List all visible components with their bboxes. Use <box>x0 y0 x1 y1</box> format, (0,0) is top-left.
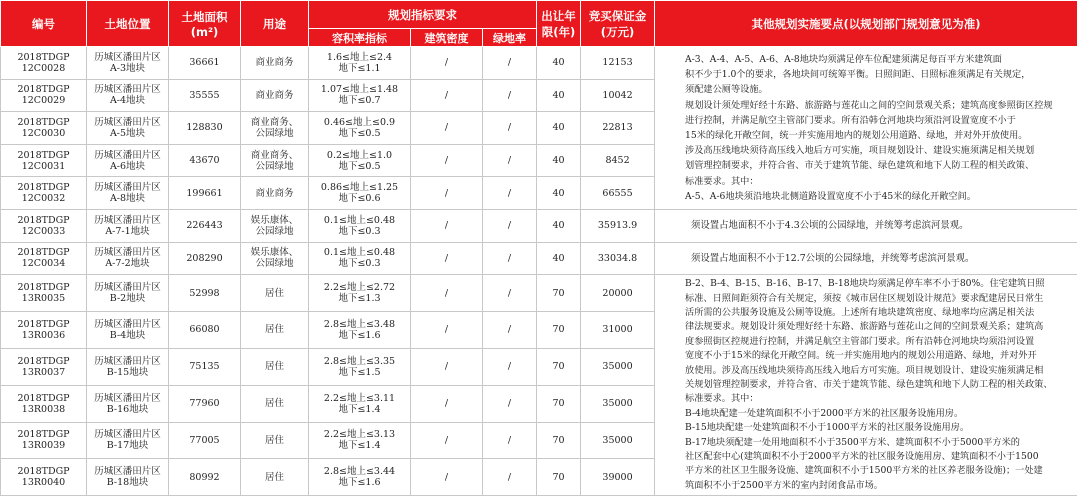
cell-far: 2.2≤地上≤3.11 地下≤1.4 <box>309 385 411 422</box>
header-location: 土地位置 <box>87 1 169 47</box>
cell-deposit: 31000 <box>581 312 655 349</box>
cell-green: / <box>483 459 537 496</box>
cell-deposit: 39000 <box>581 459 655 496</box>
cell-far: 0.2≤地上≤1.0 地下≤0.5 <box>309 144 411 177</box>
cell-deposit: 33034.8 <box>581 242 655 275</box>
cell-deposit: 10042 <box>581 79 655 112</box>
cell-code: 2018TDGP 12C0031 <box>1 144 87 177</box>
header-plan: 规划指标要求 <box>309 1 537 29</box>
cell-density: / <box>411 144 483 177</box>
cell-density: / <box>411 275 483 312</box>
cell-area: 208290 <box>169 242 241 275</box>
cell-area: 43670 <box>169 144 241 177</box>
cell-green: / <box>483 348 537 385</box>
cell-use: 商业商务、 公园绿地 <box>241 144 309 177</box>
cell-density: / <box>411 312 483 349</box>
cell-area: 75135 <box>169 348 241 385</box>
cell-term: 40 <box>537 144 581 177</box>
cell-location: 历城区潘田片区 B-16地块 <box>87 385 169 422</box>
cell-area: 80992 <box>169 459 241 496</box>
cell-area: 226443 <box>169 209 241 242</box>
cell-density: / <box>411 242 483 275</box>
header-use: 用途 <box>241 1 309 47</box>
cell-area: 35555 <box>169 79 241 112</box>
cell-location: 历城区潘田片区 B-18地块 <box>87 459 169 496</box>
cell-code: 2018TDGP 12C0028 <box>1 47 87 80</box>
cell-use: 商业商务 <box>241 47 309 80</box>
cell-term: 70 <box>537 385 581 422</box>
cell-far: 0.1≤地上≤0.48 地下≤0.3 <box>309 242 411 275</box>
cell-area: 52998 <box>169 275 241 312</box>
cell-use: 娱乐康体、 公园绿地 <box>241 209 309 242</box>
table-row <box>1 242 1077 275</box>
cell-code: 2018TDGP 13R0040 <box>1 459 87 496</box>
cell-location: 历城区潘田片区 A-7-1地块 <box>87 209 169 242</box>
cell-code: 2018TDGP 12C0030 <box>1 112 87 145</box>
cell-deposit: 35000 <box>581 385 655 422</box>
cell-green: / <box>483 385 537 422</box>
notes-a7-1: 须设置占地面积不小于4.3公顷的公园绿地，并统筹考虑滨河景观。 <box>655 209 1077 242</box>
cell-far: 1.07≤地上≤1.48 地下≤0.7 <box>309 79 411 112</box>
cell-code: 2018TDGP 13R0038 <box>1 385 87 422</box>
cell-far: 2.2≤地上≤2.72 地下≤1.3 <box>309 275 411 312</box>
cell-use: 居住 <box>241 422 309 459</box>
cell-location: 历城区潘田片区 B-17地块 <box>87 422 169 459</box>
cell-location: 历城区潘田片区 A-6地块 <box>87 144 169 177</box>
cell-far: 2.2≤地上≤3.13 地下≤1.4 <box>309 422 411 459</box>
cell-green: / <box>483 144 537 177</box>
cell-term: 40 <box>537 209 581 242</box>
cell-density: / <box>411 209 483 242</box>
cell-use: 商业商务 <box>241 177 309 210</box>
cell-green: / <box>483 209 537 242</box>
cell-green: / <box>483 47 537 80</box>
header-code: 编号 <box>1 1 87 47</box>
cell-use: 商业商务、 公园绿地 <box>241 112 309 145</box>
cell-term: 70 <box>537 459 581 496</box>
cell-density: / <box>411 112 483 145</box>
cell-code: 2018TDGP 12C0032 <box>1 177 87 210</box>
cell-code: 2018TDGP 12C0029 <box>1 79 87 112</box>
cell-location: 历城区潘田片区 A-7-2地块 <box>87 242 169 275</box>
cell-far: 0.86≤地上≤1.25 地下≤0.6 <box>309 177 411 210</box>
cell-area: 77960 <box>169 385 241 422</box>
cell-location: 历城区潘田片区 A-5地块 <box>87 112 169 145</box>
cell-green: / <box>483 422 537 459</box>
cell-deposit: 22813 <box>581 112 655 145</box>
cell-use: 商业商务 <box>241 79 309 112</box>
cell-density: / <box>411 47 483 80</box>
cell-use: 娱乐康体、 公园绿地 <box>241 242 309 275</box>
cell-term: 40 <box>537 79 581 112</box>
cell-code: 2018TDGP 12C0034 <box>1 242 87 275</box>
header-notes: 其他规划实施要点(以规划部门规划意见为准) <box>655 1 1077 47</box>
table-row <box>1 209 1077 242</box>
cell-green: / <box>483 242 537 275</box>
header-area: 土地面积 (m²) <box>169 1 241 47</box>
cell-code: 2018TDGP 12C0033 <box>1 209 87 242</box>
cell-code: 2018TDGP 13R0037 <box>1 348 87 385</box>
cell-deposit: 66555 <box>581 177 655 210</box>
cell-green: / <box>483 79 537 112</box>
cell-code: 2018TDGP 13R0036 <box>1 312 87 349</box>
cell-term: 40 <box>537 242 581 275</box>
cell-green: / <box>483 177 537 210</box>
cell-location: 历城区潘田片区 B-2地块 <box>87 275 169 312</box>
cell-deposit: 35000 <box>581 348 655 385</box>
cell-density: / <box>411 177 483 210</box>
table-row <box>1 47 1077 80</box>
cell-location: 历城区潘田片区 A-4地块 <box>87 79 169 112</box>
cell-area: 128830 <box>169 112 241 145</box>
cell-green: / <box>483 312 537 349</box>
cell-deposit: 8452 <box>581 144 655 177</box>
cell-area: 66080 <box>169 312 241 349</box>
cell-deposit: 12153 <box>581 47 655 80</box>
cell-far: 0.1≤地上≤0.48 地下≤0.3 <box>309 209 411 242</box>
notes-group-b: B-2、B-4、B-15、B-16、B-17、B-18地块均须满足停车率不小于80%。住宅建筑日照 标准、日照间距须符合有关规定，须按《城市居住区规划设计规范》要求配建居民日常生 活所需的公共服务设施及公厕等设施。上述所有地块建筑密度、绿地率均应满足相关法 律法规要求。规划设计须处理好经十东路、旅游路与莲花山之间的空间景观关系；建筑高 度参照街区控规进行控制，并满足航空主管部门要求。所有沿韩仓河地块均须沿河设置 宽度不小于15米的绿化开敞空间。统一并实施用地内的规划公用道路、绿地，并对外开 放使用。涉及高压线地块须待高压线入地后方可实施。项目规划设计、建设实施须满足相 关规划管理控制要求，并符合省、市关于建筑节能、绿色建筑和地下人防工程的相关政策、 标准要求。其中： B-4地块配建一处建筑面积不小于2000平方米的社区服务设施用房。 B-15地块配建一处建筑面积不小于1000平方米的社区服务设施用房。 B-17地块须配建一处用地面积不小于3500平方米、建筑面积不小于5000平方米的 社区配套中心(建筑面积不小于2000平方米的社区服务设施用房、建筑面积不小于1500 平方米的社区卫生服务设施、建筑面积不小于1500平方米的社区养老服务设施)；一处建 筑面积不小于2500平方米的室内封闭食品市场。 <box>655 275 1077 496</box>
notes-group-a: A-3、A-4、A-5、A-6、A-8地块均须满足停车位配建须满足每百平方米建筑面 积不少于1.0个的要求，各地块间可统筹平衡。日照间距、日照标准须满足有关规定， 须配建公厕等设施。 规划设计须处理好经十东路、旅游路与莲花山之间的空间景观关系；建筑高度参照街区控规 进行控制，并满足航空主管部门要求。所有沿韩仓河地块均须沿河设置宽度不小于 15米的绿化开敞空间，统一并实施用地内的规划公用道路、绿地，并对外开放使用。 涉及高压线地块须待高压线入地后方可实施，项目规划设计、建设实施须满足相关规划 划管理控制要求，并符合省、市关于建筑节能、绿色建筑和地下人防工程的相关政策、 标准要求。其中： A-5、A-6地块须沿地块北侧道路设置宽度不小于45米的绿化开敞空间。 <box>655 47 1077 210</box>
cell-far: 0.46≤地上≤0.9 地下≤0.5 <box>309 112 411 145</box>
cell-far: 2.8≤地上≤3.35 地下≤1.5 <box>309 348 411 385</box>
cell-use: 居住 <box>241 459 309 496</box>
header-density: 建筑密度 <box>411 29 483 47</box>
header-green: 绿地率 <box>483 29 537 47</box>
cell-location: 历城区潘田片区 B-4地块 <box>87 312 169 349</box>
cell-deposit: 20000 <box>581 275 655 312</box>
cell-code: 2018TDGP 13R0035 <box>1 275 87 312</box>
table-body <box>1 47 1077 496</box>
cell-deposit: 35000 <box>581 422 655 459</box>
cell-use: 居住 <box>241 275 309 312</box>
cell-green: / <box>483 112 537 145</box>
cell-term: 70 <box>537 275 581 312</box>
cell-area: 199661 <box>169 177 241 210</box>
header-far: 容积率指标 <box>309 29 411 47</box>
cell-area: 36661 <box>169 47 241 80</box>
cell-location: 历城区潘田片区 A-8地块 <box>87 177 169 210</box>
cell-term: 40 <box>537 177 581 210</box>
cell-far: 2.8≤地上≤3.48 地下≤1.6 <box>309 312 411 349</box>
cell-density: / <box>411 422 483 459</box>
cell-term: 70 <box>537 348 581 385</box>
cell-far: 2.8≤地上≤3.44 地下≤1.6 <box>309 459 411 496</box>
cell-use: 居住 <box>241 348 309 385</box>
cell-green: / <box>483 275 537 312</box>
cell-density: / <box>411 348 483 385</box>
cell-code: 2018TDGP 13R0039 <box>1 422 87 459</box>
cell-location: 历城区潘田片区 A-3地块 <box>87 47 169 80</box>
table-row <box>1 275 1077 312</box>
cell-use: 居住 <box>241 312 309 349</box>
cell-term: 70 <box>537 422 581 459</box>
cell-deposit: 35913.9 <box>581 209 655 242</box>
cell-density: / <box>411 459 483 496</box>
cell-term: 40 <box>537 47 581 80</box>
cell-density: / <box>411 79 483 112</box>
cell-far: 1.6≤地上≤2.4 地下≤1.1 <box>309 47 411 80</box>
header-term: 出让年 限(年) <box>537 1 581 47</box>
cell-location: 历城区潘田片区 B-15地块 <box>87 348 169 385</box>
cell-density: / <box>411 385 483 422</box>
header-deposit: 竞买保证金 (万元) <box>581 1 655 47</box>
cell-term: 40 <box>537 112 581 145</box>
cell-term: 70 <box>537 312 581 349</box>
notes-a7-2: 须设置占地面积不小于12.7公顷的公园绿地，并统筹考虑滨河景观。 <box>655 242 1077 275</box>
cell-use: 居住 <box>241 385 309 422</box>
cell-area: 77005 <box>169 422 241 459</box>
